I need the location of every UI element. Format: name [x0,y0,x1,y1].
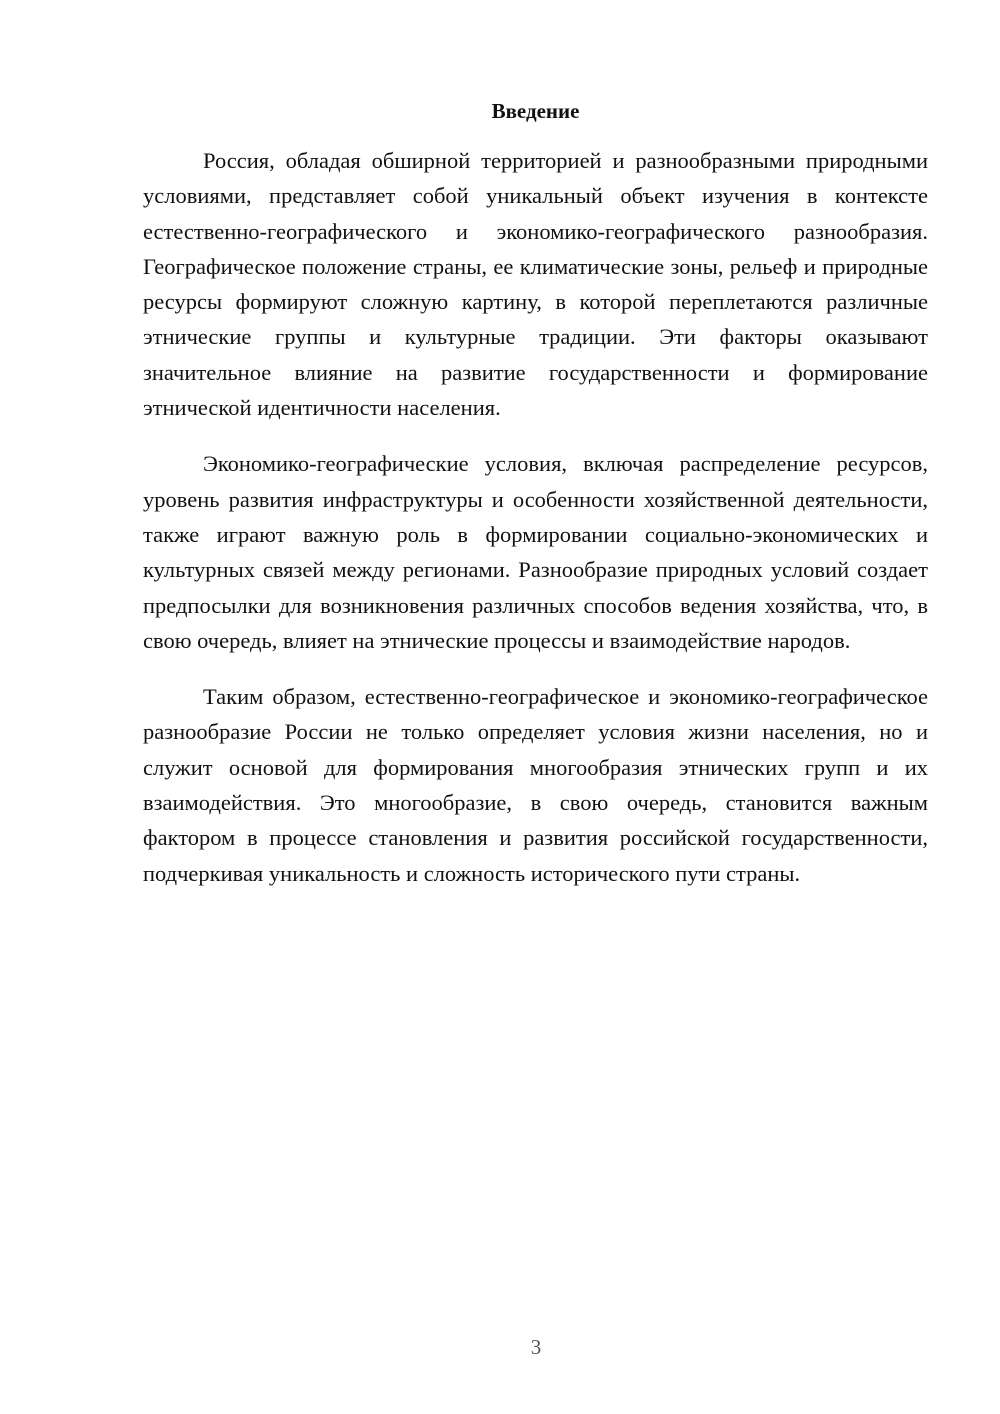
document-body [143,143,928,912]
page-number: 3 [530,1335,542,1359]
paragraph-1: Россия, обладая обширной территорией и разнообразными природными условиями, представляет собой уникальный объект изучения в контексте естественно-географического и экономико-географического разнообразия. Географическое положение страны, ее климатические зоны, рельеф и природные ресурсы формируют сложную картину, в которой переплетаются различные этнические группы и культурные традиции. Эти факторы оказывают значительное влияние на развитие государственности и формирование этнической идентичности населения. [143,148,928,421]
paragraph-2: Экономико-географические условия, включая распределение ресурсов, уровень развития инфраструктуры и особенности хозяйственной деятельности, также играют важную роль в формировании социально-экономических и культурных связей между регионами. Разнообразие природных условий создает предпосылки для возникновения различных способов ведения хозяйства, что, в свою очередь, влияет на этнические процессы и взаимодействие народов. [143,451,928,653]
section-heading: Введение [491,99,580,123]
paragraph-3: Таким образом, естественно-географическое и экономико-географическое разнообразие России не только определяет условия жизни населения, но и служит основой для формирования многообразия этнических групп и их взаимодействия. Это многообразие, в свою очередь, становится важным фактором в процессе становления и развития российской государственности, подчеркивая уникальность и сложность исторического пути страны. [143,684,928,886]
